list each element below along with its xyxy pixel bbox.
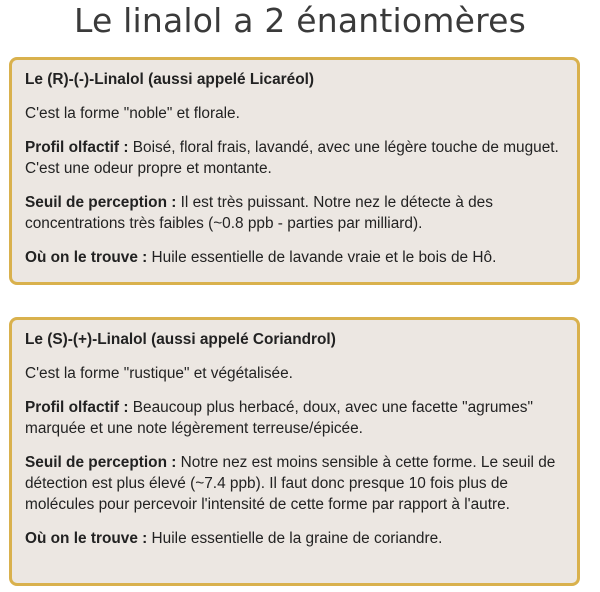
page-title: Le linalol a 2 énantiomères (73, 1, 527, 40)
section-card-r-linalol (9, 57, 580, 285)
section-card-s-linalol (9, 317, 580, 586)
perception-threshold-label: Seuil de perception : (25, 454, 177, 471)
where-found-text: Huile essentielle de la graine de coriandre. (147, 530, 443, 547)
perception-threshold-text: Notre nez est moins sensible à cette forme. Le seuil de détection est plus élevé (~7.4 ppb). Il faut donc presque 10 fois plus de molécules pour percevoir l'intensité de cette forme par rapport à l'autre. (25, 454, 556, 513)
where-found-label: Où on le trouve : (25, 249, 148, 266)
perception-threshold-text: Il est très puissant. Notre nez le détecte à des concentrations très faibles (~0.8 ppb - parties par milliard). (25, 194, 493, 232)
where-found (25, 247, 566, 268)
where-found-label: Où on le trouve : (25, 530, 148, 547)
olfactory-profile-label: Profil olfactif : (25, 399, 129, 416)
olfactory-profile-label: Profil olfactif : (25, 139, 129, 156)
perception-threshold-label: Seuil de perception : (25, 194, 177, 211)
section-heading: Le (S)-(+)-Linalol (aussi appelé Coriandrol) (25, 331, 336, 348)
where-found-text: Huile essentielle de lavande vraie et le bois de Hô. (147, 249, 497, 266)
perception-threshold (25, 192, 566, 234)
where-found (25, 528, 566, 549)
section-heading: Le (R)-(-)-Linalol (aussi appelé Licaréol) (25, 71, 315, 88)
olfactory-profile-text: Beaucoup plus herbacé, doux, avec une facette "agrumes" marquée et une note légèrement terreuse/épicée. (25, 399, 533, 437)
olfactory-profile (25, 397, 566, 439)
olfactory-profile-text: Boisé, floral frais, lavandé, avec une légère touche de muguet. C'est une odeur propre et montante. (25, 139, 559, 177)
section-intro: C'est la forme "noble" et florale. (25, 105, 240, 122)
perception-threshold (25, 452, 566, 515)
section-intro: C'est la forme "rustique" et végétalisée. (25, 365, 293, 382)
olfactory-profile (25, 137, 566, 179)
